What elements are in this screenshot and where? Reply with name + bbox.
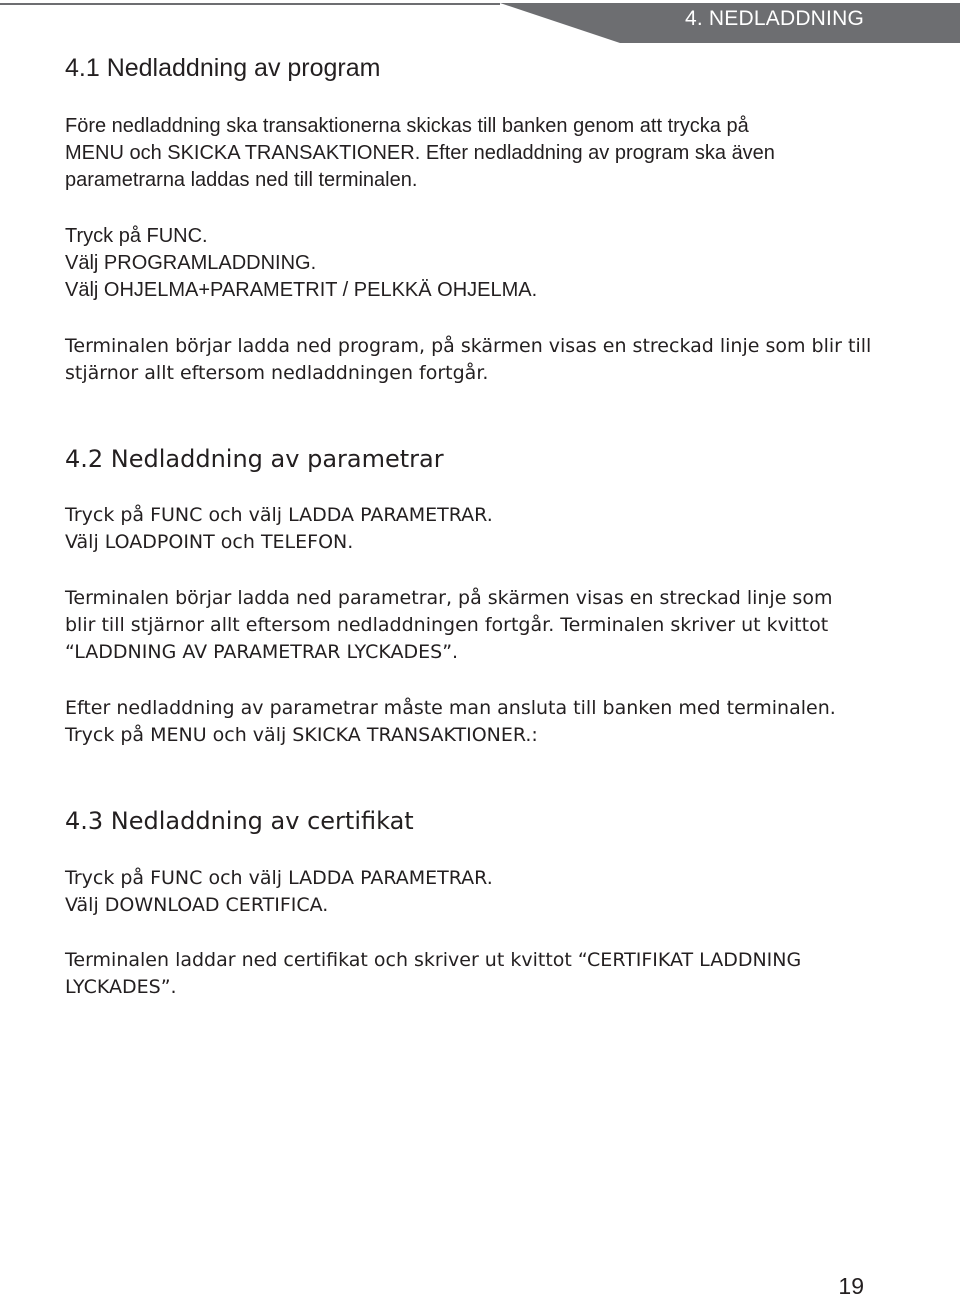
text-line: blir till stjärnor allt eftersom nedladdningen fortgår. Terminalen skriver ut kvittot [65, 614, 829, 636]
text-line: parametrarna laddas ned till terminalen. [65, 169, 418, 191]
text-line: Terminalen börjar ladda ned parametrar, på skärmen visas en streckad linje som [65, 587, 833, 609]
step-line: Tryck på FUNC. [65, 225, 208, 247]
step-line: Välj LOADPOINT och TELEFON. [65, 531, 354, 553]
section-3-result [65, 947, 895, 1001]
section-3-steps [65, 865, 895, 919]
section-2-steps [65, 502, 895, 556]
section-1-steps [65, 223, 895, 304]
section-heading-4-2: 4.2 Nedladdning av parametrar [65, 445, 444, 473]
text-line: stjärnor allt eftersom nedladdningen fortgår. [65, 362, 489, 384]
section-1-result [65, 333, 895, 387]
step-line: Välj DOWNLOAD CERTIFICA. [65, 894, 329, 916]
text-line: LYCKADES”. [65, 976, 177, 998]
chapter-tab [500, 3, 960, 43]
text-line: Terminalen börjar ladda ned program, på skärmen visas en streckad linje som blir till [65, 335, 872, 357]
step-line: Välj OHJELMA+PARAMETRIT / PELKKÄ OHJELMA. [65, 279, 538, 301]
step-line: Välj PROGRAMLADDNING. [65, 252, 317, 274]
step-line: Tryck på FUNC och välj LADDA PARAMETRAR. [65, 504, 493, 526]
section-2-after [65, 695, 895, 749]
header-rule [0, 3, 500, 5]
text-line: Före nedladdning ska transaktionerna skickas till banken genom att trycka på [65, 115, 749, 137]
text-line: “LADDNING AV PARAMETRAR LYCKADES”. [65, 641, 459, 663]
text-line: Tryck på MENU och välj SKICKA TRANSAKTIONER.: [65, 724, 538, 746]
text-line: Terminalen laddar ned certifikat och skriver ut kvittot “CERTIFIKAT LADDNING [65, 949, 802, 971]
text-line: MENU och SKICKA TRANSAKTIONER. Efter nedladdning av program ska även [65, 142, 775, 164]
section-2-result [65, 585, 895, 666]
page-number: 19 [838, 1273, 864, 1299]
section-1-intro [65, 113, 895, 194]
step-line: Tryck på FUNC och välj LADDA PARAMETRAR. [65, 867, 493, 889]
section-heading-4-3: 4.3 Nedladdning av certifikat [65, 807, 414, 835]
chapter-label: 4. NEDLADDNING [684, 7, 864, 30]
text-line: Efter nedladdning av parametrar måste man ansluta till banken med terminalen. [65, 697, 836, 719]
section-heading-4-1: 4.1 Nedladdning av program [65, 54, 381, 82]
